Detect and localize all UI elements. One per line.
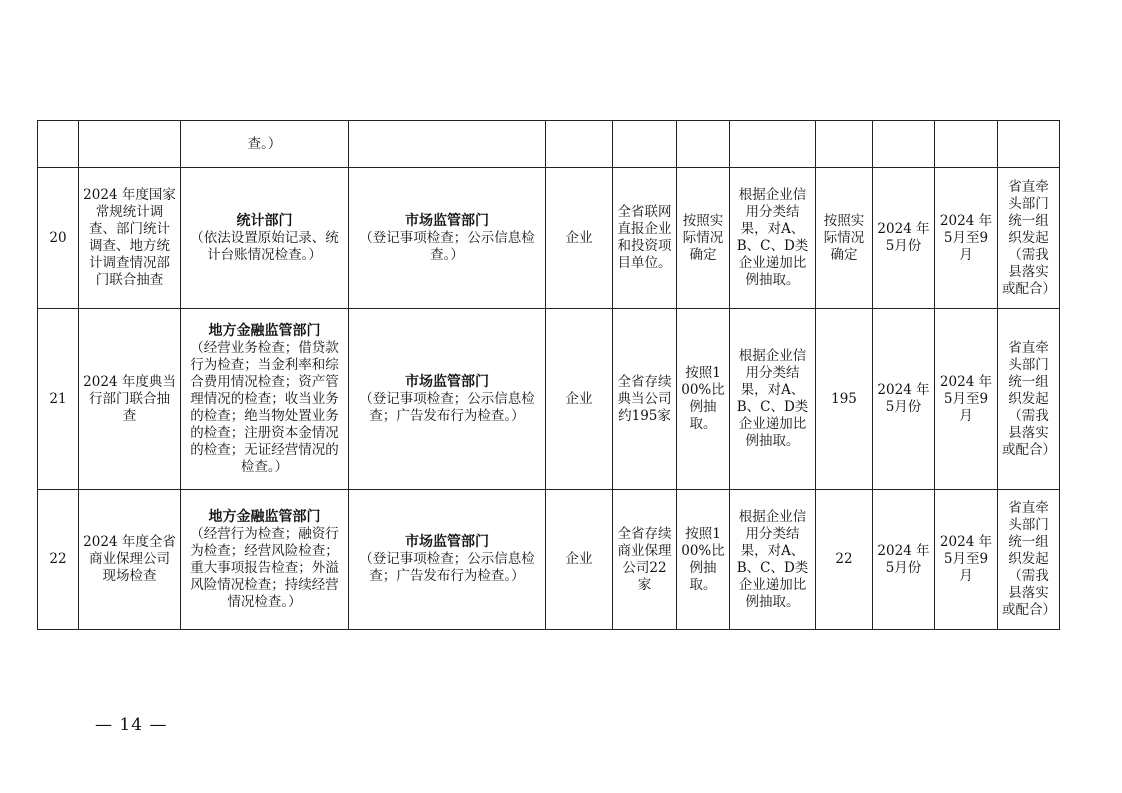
remark: 省直牵头部门统一组织发起（需我县落实或配合） <box>998 490 1060 630</box>
sampling-method: 根据企业信用分类结果，对A、B、C、D类企业递加比例抽取。 <box>730 168 816 309</box>
inspection-target: 企业 <box>546 168 613 309</box>
row-number: 21 <box>38 309 79 490</box>
lead-department <box>181 490 349 630</box>
joint-department <box>349 490 546 630</box>
completion-time: 2024 年5月至9月 <box>935 309 998 490</box>
start-time <box>873 121 935 168</box>
start-time: 2024 年5月份 <box>873 490 935 630</box>
sample-count: 195 <box>816 309 873 490</box>
joint-department-detail: （登记事项检查；公示信息检查；广告发布行为检查。） <box>359 390 535 424</box>
joint-department-title: 市场监管部门 <box>405 534 489 550</box>
joint-department-title: 市场监管部门 <box>405 212 489 229</box>
start-time: 2024 年5月份 <box>873 168 935 309</box>
page-number: — 14 — <box>95 715 168 735</box>
sampling-ratio: 按照100%比例抽取。 <box>677 309 730 490</box>
lead-department-detail: （经营行为检查；融资行为检查；经营风险检查；重大事项报告检查；外溢风险情况检查；持续经营情况检查。） <box>190 525 339 610</box>
lead-department-title: 统计部门 <box>236 212 293 229</box>
table-row <box>38 309 1060 490</box>
table-row <box>38 490 1060 630</box>
sample-count: 按照实际情况确定 <box>816 168 873 309</box>
lead-department-detail: 查。） <box>247 135 282 152</box>
joint-department-detail: （登记事项检查；公示信息检查；广告发布行为检查。） <box>359 551 535 584</box>
completion-time <box>935 121 998 168</box>
table-row <box>38 168 1060 309</box>
lead-department <box>181 309 349 490</box>
sampling-ratio: 按照100%比例抽取。 <box>677 490 730 630</box>
completion-time: 2024 年5月至9月 <box>935 168 998 309</box>
completion-time: 2024 年5月至9月 <box>935 490 998 630</box>
row-number: 22 <box>38 490 79 630</box>
inspection-target <box>546 121 613 168</box>
lead-department-title: 地方金融监管部门 <box>208 508 321 525</box>
sampling-method: 根据企业信用分类结果，对A、B、C、D类企业递加比例抽取。 <box>730 309 816 490</box>
inspection-target: 企业 <box>546 490 613 630</box>
lead-department-title: 地方金融监管部门 <box>208 322 321 339</box>
sample-count: 22 <box>816 490 873 630</box>
sample-count <box>816 121 873 168</box>
lead-department-detail: （依法设置原始记录、统计台账情况检查。） <box>190 229 339 263</box>
sampling-ratio <box>677 121 730 168</box>
item-name <box>79 121 181 168</box>
joint-department <box>349 121 546 168</box>
item-name: 2024 年度典当行部门联合抽查 <box>79 309 181 490</box>
joint-department <box>349 168 546 309</box>
lead-department <box>181 168 349 309</box>
item-name: 2024 年度国家常规统计调查、部门统计调查、地方统计调查情况部门联合抽查 <box>79 168 181 309</box>
lead-department-detail: （经营业务检查；借贷款行为检查；当金利率和综合费用情况检查；资产管理情况的检查；收当业务的检查；绝当物处置业务的检查；注册资本金情况的检查；无证经营情况的检查。） <box>190 339 339 475</box>
joint-department-detail: （登记事项检查；公示信息检查。） <box>359 229 535 263</box>
remark <box>998 121 1060 168</box>
start-time: 2024 年5月份 <box>873 309 935 490</box>
inspection-scope: 全省存续商业保理公司22家 <box>613 490 677 630</box>
joint-department <box>349 309 546 490</box>
inspection-scope: 全省联网直报企业和投资项目单位。 <box>613 168 677 309</box>
joint-department-title: 市场监管部门 <box>405 373 489 390</box>
inspection-target: 企业 <box>546 309 613 490</box>
sampling-ratio: 按照实际情况确定 <box>677 168 730 309</box>
item-name: 2024 年度全省商业保理公司现场检查 <box>79 490 181 630</box>
row-number <box>38 121 79 168</box>
lead-department <box>181 121 349 168</box>
sampling-method: 根据企业信用分类结果，对A、B、C、D类企业递加比例抽取。 <box>730 490 816 630</box>
remark: 省直牵头部门统一组织发起（需我县落实或配合） <box>998 309 1060 490</box>
sampling-method <box>730 121 816 168</box>
remark: 省直牵头部门统一组织发起（需我县落实或配合） <box>998 168 1060 309</box>
inspection-plan-table <box>37 120 1060 630</box>
inspection-scope: 全省存续典当公司约195家 <box>613 309 677 490</box>
inspection-scope <box>613 121 677 168</box>
row-number: 20 <box>38 168 79 309</box>
table-row <box>38 121 1060 168</box>
